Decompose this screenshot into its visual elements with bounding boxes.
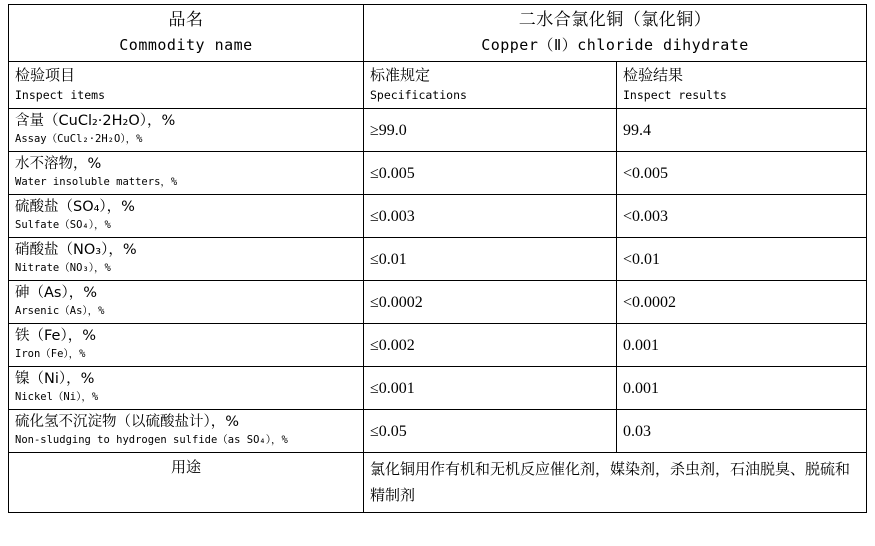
table-row — [9, 152, 867, 195]
item-cell — [9, 109, 364, 152]
column-header-item-cn: 检验项目 — [15, 66, 76, 84]
spec-cell — [364, 238, 617, 281]
commodity-name-en: Commodity name — [119, 36, 253, 54]
spec-value: ≤0.003 — [370, 208, 415, 225]
item-label-en: Nitrate（NO₃），% — [15, 262, 111, 274]
item-label-en: Iron（Fe），% — [15, 348, 86, 360]
result-cell — [617, 195, 867, 238]
spec-value: ≥99.0 — [370, 122, 407, 139]
spec-cell — [364, 281, 617, 324]
column-header-spec-en: Specifications — [370, 88, 467, 102]
item-label-en: Non-sludging to hydrogen sulfide（as SO₄），% — [15, 434, 288, 446]
usage-label-cell: 用途 — [9, 453, 364, 513]
table-row — [9, 410, 867, 453]
product-name-cell — [364, 5, 867, 62]
result-cell — [617, 238, 867, 281]
column-header-result — [617, 62, 867, 109]
table-row — [9, 367, 867, 410]
spec-value: ≤0.05 — [370, 423, 407, 440]
result-cell — [617, 281, 867, 324]
table-row — [9, 281, 867, 324]
column-header-item — [9, 62, 364, 109]
table-row — [9, 109, 867, 152]
item-cell — [9, 324, 364, 367]
product-name-en: Copper（Ⅱ）chloride dihydrate — [481, 36, 749, 54]
result-value: 99.4 — [623, 122, 651, 139]
result-value: <0.0002 — [623, 294, 677, 311]
specification-table — [8, 4, 867, 513]
spec-value: ≤0.005 — [370, 165, 415, 182]
item-cell — [9, 238, 364, 281]
result-cell — [617, 367, 867, 410]
item-label-cn: 铁（Fe），% — [15, 328, 96, 344]
table-header-row — [9, 5, 867, 62]
table-row — [9, 238, 867, 281]
result-value: <0.01 — [623, 251, 661, 268]
spec-cell — [364, 410, 617, 453]
item-label-cn: 含量（CuCl₂·2H₂O），% — [15, 113, 176, 129]
spec-cell — [364, 109, 617, 152]
table-row — [9, 324, 867, 367]
result-value: 0.001 — [623, 380, 659, 397]
column-header-spec — [364, 62, 617, 109]
column-header-result-cn: 检验结果 — [623, 66, 684, 84]
item-label-cn: 砷（As），% — [15, 285, 98, 301]
spec-cell — [364, 367, 617, 410]
spec-cell — [364, 152, 617, 195]
result-value: 0.001 — [623, 337, 659, 354]
result-value: <0.005 — [623, 165, 669, 182]
result-value: <0.003 — [623, 208, 669, 225]
spec-value: ≤0.01 — [370, 251, 407, 268]
spec-cell — [364, 324, 617, 367]
column-header-item-en: Inspect items — [15, 88, 106, 102]
result-value: 0.03 — [623, 423, 651, 440]
table-row — [9, 195, 867, 238]
commodity-name-cell — [9, 5, 364, 62]
item-label-cn: 镍（Ni），% — [15, 371, 95, 387]
spec-cell — [364, 195, 617, 238]
item-label-en: Arsenic（As），% — [15, 305, 105, 317]
item-cell — [9, 367, 364, 410]
item-label-en: Nickel（Ni），% — [15, 391, 99, 403]
column-header-row — [9, 62, 867, 109]
item-label-en: Water insoluble matters，% — [15, 176, 178, 188]
product-name-cn: 二水合氯化铜（氯化铜） — [518, 10, 712, 30]
column-header-result-en: Inspect results — [623, 88, 727, 102]
item-label-cn: 硫酸盐（SO₄），% — [15, 199, 135, 215]
item-cell — [9, 281, 364, 324]
item-label-en: Assay（CuCl₂·2H₂O），% — [15, 133, 143, 145]
result-cell — [617, 109, 867, 152]
spec-value: ≤0.002 — [370, 337, 415, 354]
commodity-name-cn: 品名 — [168, 10, 204, 30]
result-cell — [617, 152, 867, 195]
column-header-spec-cn: 标准规定 — [370, 66, 431, 84]
item-cell — [9, 410, 364, 453]
spec-value: ≤0.001 — [370, 380, 415, 397]
result-cell — [617, 324, 867, 367]
item-label-cn: 硝酸盐（NO₃），% — [15, 242, 137, 258]
item-cell — [9, 195, 364, 238]
item-label-cn: 硫化氢不沉淀物（以硫酸盐计），% — [15, 414, 240, 430]
item-label-cn: 水不溶物，% — [15, 156, 102, 172]
usage-row — [9, 453, 867, 513]
item-cell — [9, 152, 364, 195]
result-cell — [617, 410, 867, 453]
spec-value: ≤0.0002 — [370, 294, 423, 311]
item-label-en: Sulfate（SO₄），% — [15, 219, 111, 231]
usage-text-cell: 氯化铜用作有机和无机反应催化剂，媒染剂，杀虫剂，石油脱臭、脱硫和精制剂 — [364, 453, 867, 513]
